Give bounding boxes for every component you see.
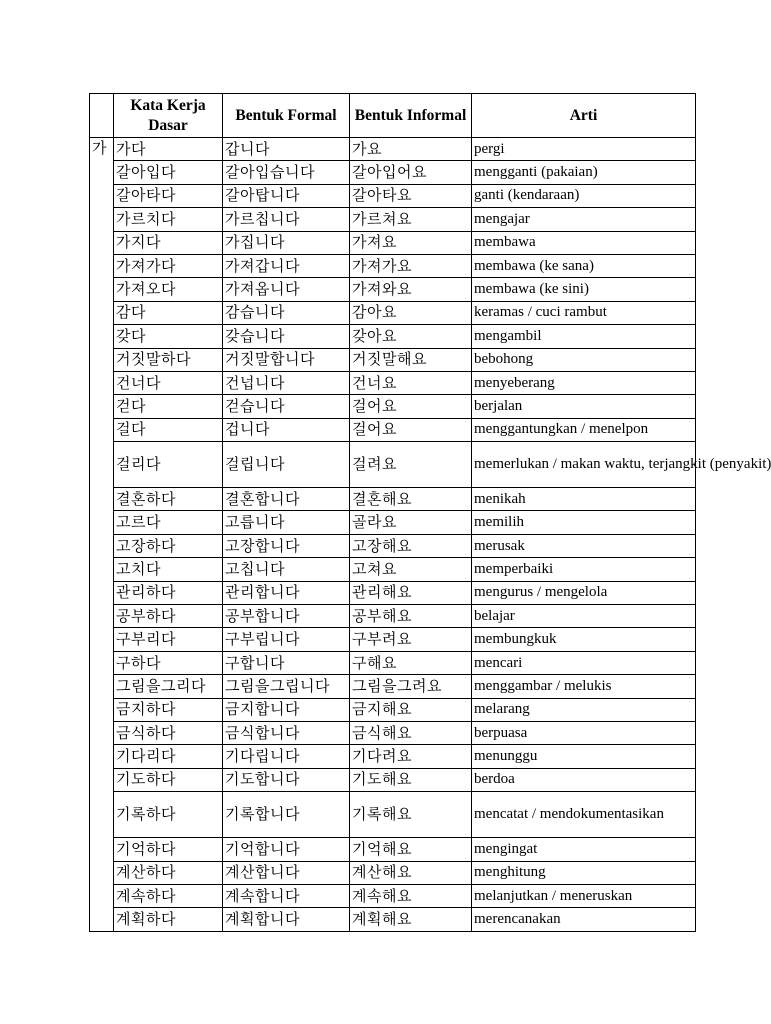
cell-dasar: 관리하다 (114, 581, 223, 604)
table-row (90, 231, 696, 254)
cell-formal: 거짓말합니다 (223, 348, 350, 371)
cell-arti: membungkuk (472, 628, 696, 651)
cell-informal: 가져요 (350, 231, 472, 254)
cell-informal: 걸려요 (350, 442, 472, 488)
cell-dasar: 건너다 (114, 371, 223, 394)
cell-formal: 결혼합니다 (223, 488, 350, 511)
cell-informal: 관리해요 (350, 581, 472, 604)
cell-dasar: 가져가다 (114, 254, 223, 277)
cell-formal: 겁니다 (223, 418, 350, 441)
cell-informal: 갖아요 (350, 325, 472, 348)
cell-dasar: 결혼하다 (114, 488, 223, 511)
cell-arti: membawa (ke sini) (472, 278, 696, 301)
table-row (90, 301, 696, 324)
cell-dasar: 금지하다 (114, 698, 223, 721)
cell-arti: berdoa (472, 768, 696, 791)
cell-informal: 금식해요 (350, 721, 472, 744)
cell-formal: 기도합니다 (223, 768, 350, 791)
table-row (90, 745, 696, 768)
cell-formal: 갖습니다 (223, 325, 350, 348)
cell-formal: 계획합니다 (223, 908, 350, 931)
table-row (90, 861, 696, 884)
cell-informal: 구부려요 (350, 628, 472, 651)
table-row (90, 534, 696, 557)
cell-informal: 골라요 (350, 511, 472, 534)
cell-informal: 계획해요 (350, 908, 472, 931)
table-row (90, 908, 696, 931)
cell-formal: 공부합니다 (223, 605, 350, 628)
table-row (90, 254, 696, 277)
cell-informal: 기도해요 (350, 768, 472, 791)
cell-informal: 가져와요 (350, 278, 472, 301)
cell-informal: 걸어요 (350, 418, 472, 441)
cell-formal: 가져갑니다 (223, 254, 350, 277)
verb-table (89, 93, 771, 932)
table-row (90, 278, 696, 301)
cell-arti: ganti (kendaraan) (472, 184, 696, 207)
cell-formal: 금지합니다 (223, 698, 350, 721)
cell-informal: 고장해요 (350, 534, 472, 557)
cell-informal: 갈아타요 (350, 184, 472, 207)
cell-arti: memperbaiki (472, 558, 696, 581)
table-row (90, 721, 696, 744)
table-row (90, 161, 696, 184)
cell-dasar: 고치다 (114, 558, 223, 581)
cell-informal: 계속해요 (350, 884, 472, 907)
cell-dasar: 기억하다 (114, 838, 223, 861)
cell-arti: menggambar / melukis (472, 675, 696, 698)
table-row (90, 184, 696, 207)
cell-arti: menunggu (472, 745, 696, 768)
cell-dasar: 공부하다 (114, 605, 223, 628)
cell-dasar: 걷다 (114, 395, 223, 418)
cell-informal: 기다려요 (350, 745, 472, 768)
cell-arti: berjalan (472, 395, 696, 418)
cell-formal: 구합니다 (223, 651, 350, 674)
cell-informal: 감아요 (350, 301, 472, 324)
cell-dasar: 가져오다 (114, 278, 223, 301)
table-row (90, 768, 696, 791)
cell-dasar: 그림을그리다 (114, 675, 223, 698)
cell-arti: mencatat / mendokumentasikan (472, 792, 696, 838)
cell-formal: 기다립니다 (223, 745, 350, 768)
table-row (90, 698, 696, 721)
table-row (90, 792, 696, 838)
cell-dasar: 거짓말하다 (114, 348, 223, 371)
table-row (90, 838, 696, 861)
cell-formal: 고릅니다 (223, 511, 350, 534)
cell-arti: memerlukan / makan waktu, terjangkit (penyakit) (472, 442, 696, 488)
table-row (90, 581, 696, 604)
cell-dasar: 감다 (114, 301, 223, 324)
cell-arti: mengajar (472, 208, 696, 231)
cell-arti: mencari (472, 651, 696, 674)
cell-formal: 가르칩니다 (223, 208, 350, 231)
table-row (90, 138, 696, 161)
cell-dasar: 걸리다 (114, 442, 223, 488)
cell-arti: menghitung (472, 861, 696, 884)
group-label: 가 (90, 138, 114, 932)
cell-informal: 그림을그려요 (350, 675, 472, 698)
table-row (90, 348, 696, 371)
cell-informal: 가요 (350, 138, 472, 161)
cell-arti: memilih (472, 511, 696, 534)
cell-dasar: 구부리다 (114, 628, 223, 651)
cell-informal: 구해요 (350, 651, 472, 674)
header-bentuk-formal: Bentuk Formal (223, 94, 350, 138)
cell-arti: mengingat (472, 838, 696, 861)
cell-dasar: 갈아타다 (114, 184, 223, 207)
cell-dasar: 기록하다 (114, 792, 223, 838)
table-row (90, 511, 696, 534)
cell-dasar: 갈아입다 (114, 161, 223, 184)
cell-informal: 가르쳐요 (350, 208, 472, 231)
cell-dasar: 구하다 (114, 651, 223, 674)
cell-informal: 결혼해요 (350, 488, 472, 511)
cell-informal: 거짓말해요 (350, 348, 472, 371)
table-row (90, 442, 696, 488)
table-body (90, 138, 771, 932)
table-row (90, 418, 696, 441)
cell-informal: 건너요 (350, 371, 472, 394)
cell-dasar: 기다리다 (114, 745, 223, 768)
table-row (90, 371, 696, 394)
table-row (90, 651, 696, 674)
cell-dasar: 고장하다 (114, 534, 223, 557)
table-row (90, 395, 696, 418)
cell-formal: 걷습니다 (223, 395, 350, 418)
cell-formal: 갈아입습니다 (223, 161, 350, 184)
cell-informal: 걸어요 (350, 395, 472, 418)
cell-formal: 기억합니다 (223, 838, 350, 861)
cell-arti: bebohong (472, 348, 696, 371)
cell-arti: membawa (472, 231, 696, 254)
cell-formal: 금식합니다 (223, 721, 350, 744)
cell-arti: keramas / cuci rambut (472, 301, 696, 324)
cell-arti: melanjutkan / meneruskan (472, 884, 696, 907)
cell-formal: 가져옵니다 (223, 278, 350, 301)
cell-dasar: 기도하다 (114, 768, 223, 791)
cell-dasar: 계속하다 (114, 884, 223, 907)
header-bentuk-informal: Bentuk Informal (350, 94, 472, 138)
cell-dasar: 가지다 (114, 231, 223, 254)
cell-dasar: 고르다 (114, 511, 223, 534)
cell-arti: mengambil (472, 325, 696, 348)
cell-dasar: 가르치다 (114, 208, 223, 231)
table-header-row (90, 94, 696, 138)
table-row (90, 884, 696, 907)
cell-informal: 가져가요 (350, 254, 472, 277)
cell-formal: 감습니다 (223, 301, 350, 324)
cell-dasar: 걸다 (114, 418, 223, 441)
cell-formal: 고칩니다 (223, 558, 350, 581)
cell-informal: 기록해요 (350, 792, 472, 838)
cell-dasar: 가다 (114, 138, 223, 161)
table-row (90, 325, 696, 348)
cell-arti: menikah (472, 488, 696, 511)
header-group (90, 94, 114, 138)
table-row (90, 558, 696, 581)
cell-formal: 고장합니다 (223, 534, 350, 557)
cell-formal: 갑니다 (223, 138, 350, 161)
cell-formal: 가집니다 (223, 231, 350, 254)
cell-formal: 갈아탑니다 (223, 184, 350, 207)
table-row (90, 208, 696, 231)
cell-arti: melarang (472, 698, 696, 721)
table-row (90, 675, 696, 698)
cell-informal: 고쳐요 (350, 558, 472, 581)
cell-arti: belajar (472, 605, 696, 628)
cell-dasar: 계획하다 (114, 908, 223, 931)
cell-formal: 건넙니다 (223, 371, 350, 394)
cell-arti: membawa (ke sana) (472, 254, 696, 277)
table-row (90, 605, 696, 628)
table-row (90, 488, 696, 511)
header-arti: Arti (472, 94, 696, 138)
cell-formal: 걸립니다 (223, 442, 350, 488)
cell-arti: menyeberang (472, 371, 696, 394)
cell-informal: 금지해요 (350, 698, 472, 721)
cell-arti: merusak (472, 534, 696, 557)
cell-informal: 갈아입어요 (350, 161, 472, 184)
cell-arti: merencanakan (472, 908, 696, 931)
cell-arti: berpuasa (472, 721, 696, 744)
cell-informal: 기억해요 (350, 838, 472, 861)
cell-formal: 그림을그립니다 (223, 675, 350, 698)
cell-dasar: 계산하다 (114, 861, 223, 884)
cell-dasar: 금식하다 (114, 721, 223, 744)
cell-informal: 공부해요 (350, 605, 472, 628)
cell-formal: 계산합니다 (223, 861, 350, 884)
cell-informal: 계산해요 (350, 861, 472, 884)
cell-arti: menggantungkan / menelpon (472, 418, 696, 441)
table-row (90, 628, 696, 651)
cell-formal: 관리합니다 (223, 581, 350, 604)
cell-arti: mengurus / mengelola (472, 581, 696, 604)
cell-dasar: 갖다 (114, 325, 223, 348)
cell-formal: 구부립니다 (223, 628, 350, 651)
cell-formal: 기록합니다 (223, 792, 350, 838)
cell-formal: 계속합니다 (223, 884, 350, 907)
cell-arti: pergi (472, 138, 696, 161)
header-kata-kerja-dasar: Kata Kerja Dasar (114, 94, 223, 138)
cell-arti: mengganti (pakaian) (472, 161, 696, 184)
